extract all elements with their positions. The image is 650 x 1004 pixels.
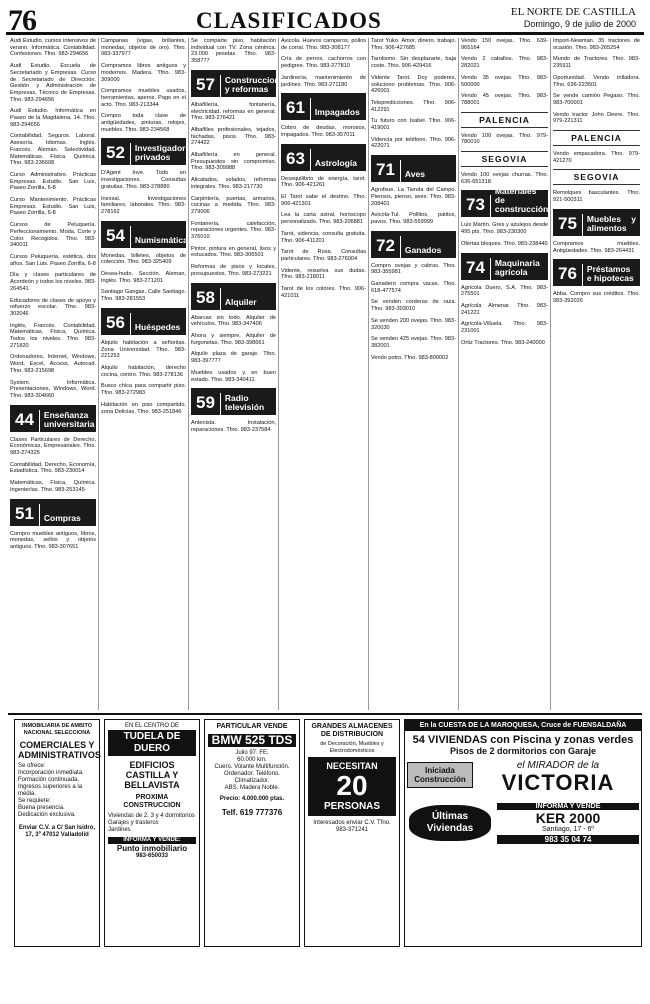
classified-ad: Cobro de deudas, morosos, impagados. Tfno. 983-357011 <box>281 125 366 138</box>
classified-ad: Tarotismo. Sin desplazarte, baja coste. Tfno. 906-429416 <box>371 56 456 70</box>
classified-ad: Vidente Tarot. Doy poderes, soluciono problemas. Tfno. 906-426001 <box>371 74 456 95</box>
classified-ad: Antenista. Instalación, reparaciones. Tfno. 983-237584 <box>191 420 276 433</box>
ad-line: Se ofrece: <box>18 763 46 769</box>
category-banner: 52 Investigadores privados <box>101 138 186 165</box>
classified-ad: Import-Newman. 35 tractores de ocasión. Tfno. 983-265254 <box>553 38 640 51</box>
classified-ad: Vidente, resuelva sus dudas. Tfno. 983-218011 <box>281 267 366 281</box>
classified-ad: Abba. Compro sus créditos. Tfno. 983-392026 <box>553 291 640 304</box>
classified-ad: Luis Martín. Gres y azulejos desde 495 pts. Tfno. 983-230300 <box>461 222 548 236</box>
category-banner: 56 Huéspedes <box>101 308 186 335</box>
classified-ad: Cursos Peluquería, estética, dos años. San Luis. Paseo Zorrilla, 6-8 <box>10 253 96 267</box>
classified-ad: Curso Mantenimiento. Prácticas Empresas. Estudio. San Luis, Paseo Zorrilla, 6-8 <box>10 197 96 217</box>
classified-ad: Inglés, Francés. Contabilidad. Matemáticas, Física, Química. Todos los niveles. Tfno. 983-271820 <box>10 322 96 349</box>
classified-ad: Avicola-Tul. Pollitos, patitos, pavos. Tfno. 983-559999 <box>371 212 456 225</box>
column-3 <box>188 38 290 710</box>
category-banner: 75 Muebles y alimentos <box>553 209 640 236</box>
classified-ad: Desea-hudo. Sección. Aleman, Inglés. Tfno. 983-271201 <box>101 271 186 284</box>
category-banner: 57 Construcciones y reformas <box>191 70 276 97</box>
classified-ad: Fontanería, calefacción, reparaciones urgentes. Tfno. 983-376010 <box>191 220 276 241</box>
classified-ad: Carpintería, puertas, armarios, cocinas a medida. Tfno. 983-279006 <box>191 195 276 215</box>
ad-line: Climatizador. <box>234 778 270 784</box>
classified-ad: Vendo 2 caballos. Tfno. 983-282021 <box>461 56 548 70</box>
category-banner: 44 Enseñanza universitaria <box>10 405 96 432</box>
ad-line: Ingresos superiores a la media. <box>18 784 83 797</box>
page-number: 76 <box>8 4 36 37</box>
ad-line: Incorporación inmediata. <box>18 770 84 776</box>
classified-ad: Compramos muebles usados, herramientas, aperos. Pago en el acto. Tfno. 983-213344 <box>101 88 186 108</box>
section-title: CLASIFICADOS <box>196 8 382 33</box>
housing-ad-tudela: EN EL CENTRO DE TUDELA DE DUERO EDIFICIOS CASTILLA Y BELLAVISTA PROXIMA CONSTRUCCION Viviendas de 2, 3 y 4 dormitorios Garajes y trasteros Jardines INFORMA Y VENDE: Punto inmobiliario 983-650033 <box>104 719 200 947</box>
classified-ad: Educadores de clases de apoyo y refuerzo escolar. Tfno. 983-302046 <box>10 297 96 317</box>
classified-ad: Se venden 425 ovejas. Tfno. 983-382001 <box>371 336 456 349</box>
classified-ad: Audi Estudio. Informática en Paseo de la Magdalena, 14. Tfno. 983-294656 <box>10 108 96 128</box>
ad-line: Garajes y trasteros <box>108 820 159 826</box>
column-4 <box>278 38 368 710</box>
classified-ad: D'Agent Inve. Todo en investigaciones. Consultas gratuitas. Tfno. 983-278880 <box>101 170 186 190</box>
classified-columns <box>8 38 642 710</box>
classified-ad: Compramos libros antiguos y modernos. Madera. Tfno. 983-309000 <box>101 63 186 83</box>
classified-ad: Alquilo habitación, derecho cocina, centro. Tfno. 983-278136 <box>101 364 186 378</box>
classified-ad: Se comparte piso, habitación individual con TV. Zona céntrica. 23.000 pesetas. Tfno. 983-358777 <box>191 38 276 65</box>
ad-line: ABS. Madera Noble. <box>224 785 280 791</box>
ad-line: Jardines <box>108 827 131 833</box>
classified-ad: Vendo 100 ovejas churras. Tfno. 636-651318 <box>461 172 548 185</box>
classified-ad: Vendo 45 ovejas. Tfno. 983-788001 <box>461 93 548 106</box>
classified-ad: Vendo tractor John Deere. Tfno. 979-221311 <box>553 111 640 125</box>
classified-ad: Remolques basculantes. Tfno. 921-500311 <box>553 190 640 204</box>
ad-line: Julio 97. FE. <box>235 750 269 756</box>
classified-ad: Vendo empacadora. Tfno. 979-421270 <box>553 151 640 164</box>
classified-ad: Vendo potro. Tfno. 983-800002 <box>371 354 449 361</box>
classified-ad: Ahora y siempre. Alquiler de furgonetas. Tfno. 983-398661 <box>191 332 276 346</box>
classified-ad: Día y clases particulares de Acordeón y todos los niveles. 983-264541 <box>10 272 96 292</box>
category-banner: 63 Astrología <box>281 144 366 171</box>
ad-line: Dedicación exclusiva. <box>18 812 76 818</box>
classified-ad: Telepredicciones. Tfno. 906-412291 <box>371 99 456 113</box>
classified-ad: Tarot Yuko. Amor, dinero, trabajo. Tfno. 906-427685 <box>371 38 456 51</box>
region-heading: SEGOVIA <box>461 151 548 167</box>
region-heading: PALENCIA <box>461 112 548 128</box>
region-heading: SEGOVIA <box>553 169 640 185</box>
ad-line: Buena presencia. <box>18 805 65 811</box>
classified-ad: Vendo 100 ovejas. Tfno. 979-780010 <box>461 132 548 146</box>
category-banner: 72 Ganados <box>371 231 456 258</box>
classified-ad: Ortiz Tractores. Tfno. 983-240000 <box>461 339 545 346</box>
car-sale-ad: PARTICULAR VENDE BMW 525 TDS Julio 97. FE. 60.000 km. Cuero. Volante Multifunción. Ordenador. Teléfono. Climatizador. ABS. Madera Noble. Precio: 4.000.000 ptas. Telf. 619 777376 <box>204 719 300 947</box>
classified-ad: Albañilería en general. Presupuestos sin compromiso. Tfno. 983-309988 <box>191 152 276 172</box>
victoria-housing-ad: En la CUESTA DE LA MAROQUESA, Cruce de FUENSALDAÑA 54 VIVIENDAS con Piscina y zonas verdes Pisos de 2 dormitorios con Garaje Iniciada Construcción el MIRADOR de la VICTORIA Últimas Viviendas INFORMA Y VENDE KER 2000 Santiago, 17 - 6º 983 35 04 74 <box>404 719 642 947</box>
classified-ad: Inexsal. Investigaciones familiares, laborales. Tfno. 983-278162 <box>101 195 186 215</box>
classified-ad: Matemáticas, Física, Química. Ingenierías. Tfno. 983-253145 <box>10 480 96 493</box>
classified-ad: Muebles usados y en buen estado. Tfno. 983-340411 <box>191 369 276 383</box>
classified-ad: Ofertas bloques. Tfno. 983-238440 <box>461 240 548 247</box>
column-1 <box>8 38 98 710</box>
classified-ad: Agrícola-Villuela. Tfno. 983-231001 <box>461 321 548 335</box>
category-banner: 54 Numismática <box>101 221 186 248</box>
classified-ad: Abarcas sin todo. Alquiler de vehículos. Tfno. 983-347406 <box>191 314 276 328</box>
jobs-ad-warehouse: GRANDES ALMACENES DE DISTRIBUCION de Decoración, Muebles y Electrodomésticos NECESITAN 20 PERSONAS Interesados enviar C.V. Tfno. 983-371241 <box>304 719 400 947</box>
ad-line: Ordenador. Teléfono. <box>224 771 280 777</box>
classified-ad: Compro ovejas y cabras. Tfno. 983-355981 <box>371 262 456 276</box>
classified-ad: Se venden corderas de raza. Tfno. 983-303010 <box>371 299 456 313</box>
classified-ad: Compramos muebles. Antigüedades. Tfno. 983-264431 <box>553 240 640 254</box>
classified-ad: Contabilidad, Derecho, Economía, Estadística. Tfno. 983-230014 <box>10 461 96 475</box>
classified-ad: Desequilibrio de energía, tarot. Tfno. 906-421261 <box>281 175 366 189</box>
classified-ad: Alquilo plaza de garaje. Tfno. 983-397777 <box>191 351 276 365</box>
ad-line: Cuero. Volante Multifunción. <box>214 764 290 770</box>
classified-ad: System. Informática. Presentaciones, Windows, Word. Tfno. 983-304660 <box>10 379 96 399</box>
classified-ad: Busco chica para compartir piso. Tfno. 983-272983 <box>101 383 186 397</box>
category-banner: 61 Impagados <box>281 93 366 120</box>
classified-ad: Compro muebles antiguos, libros, monedas, sellos y objetos antiguos. Tfno. 983-307651 <box>10 530 96 550</box>
classified-ad: Vendo 35 ovejas. Tfno. 983-500000 <box>461 74 548 88</box>
classified-ad: Vendo 150 ovejas. Tfno. 639-965164 <box>461 38 548 51</box>
classified-ad: Alicatados, solados, reformas integrales. Tfno. 983-217730 <box>191 177 276 190</box>
ad-line: Se requiere: <box>18 798 51 804</box>
classified-ad: Clases Particulares de Derecho, Económicas, Empresariales. Tfno. 983-274325 <box>10 436 96 457</box>
ad-line: Formación continuada. <box>18 777 80 783</box>
classified-ad: Ganadero compra vacas. Tfno. 618-477574 <box>371 281 456 294</box>
classified-ad: Tarot, videncia, consulta gratuita. Tfno. 906-411201 <box>281 230 366 244</box>
classified-ad: Se venden 200 ovejas. Tfno. 983-320030 <box>371 317 456 331</box>
classified-ad: Tarot de los colores. Tfno. 906-421011 <box>281 286 366 299</box>
classified-ad: Jardinería, mantenimiento de jardines. Tfno. 983-271180 <box>281 74 366 88</box>
classified-ad: Monedas, billetes, objetos de colección. Tfno. 983-325409 <box>101 252 186 266</box>
classified-ad: El Tarot sabe el destino. Tfno. 906-421301 <box>281 194 366 207</box>
classified-ad: Pintor, pintura en general, lisos y estucados. Tfno. 983-306501 <box>191 245 276 259</box>
category-banner: 71 Aves <box>371 155 456 182</box>
category-banner: 58 Alquiler <box>191 283 276 310</box>
classified-ad: Lea la carta astral, horóscopo personalizado. Tfno. 983-206881 <box>281 212 366 226</box>
classified-ad: Cría de perros, cachorros con pedigree. Tfno. 983-277810 <box>281 56 366 70</box>
classified-ad: Audi Estudio. Escuela de Secretariado y Empresas. Curso de Secretariado de Dirección. Gestión y Administración de Empresas, Técnico de Empresas. Tfno. 983-294656 <box>10 63 96 103</box>
classified-ad: Ordenadores, Internet, Windows, Word, Excel, Access, Autocad. Tfno. 983-215698 <box>10 354 96 374</box>
category-banner: 76 Préstamos e hipotecas <box>553 259 640 286</box>
region-heading: PALENCIA <box>553 130 640 146</box>
classified-ad: Se vende camión Pegaso. Tfno. 983-700001 <box>553 93 640 106</box>
category-banner: 74 Maquinaria agrícola <box>461 253 548 280</box>
classified-ad: Reformas de pisos y locales, presupuestos. Tfno. 983-273221 <box>191 264 276 277</box>
column-5 <box>368 38 458 710</box>
classified-ad: Agrofsue. La Tienda del Campo. Piensos, pienso, aves. Tfno. 983-208401 <box>371 187 456 207</box>
classified-ad: Curso Administrativo. Prácticas Empresas. Estudio. San Luis, Paseo Zorrilla, 6-8 <box>10 171 96 192</box>
classified-ad: Videncia por teléfono. Tfno. 906-422071 <box>371 136 456 150</box>
classified-ad: Compro toda clase de antigüedades, pinturas, relojes, muebles. Tfno. 983-234568 <box>101 113 186 133</box>
classified-ad: Santiago Gangas. Calle Santiago. Tfno. 983-281553 <box>101 289 186 303</box>
classified-ad: Mundo de Tractores. Tfno. 983-235911 <box>553 56 640 70</box>
issue-date: Domingo, 9 de julio de 2000 <box>523 19 636 29</box>
classified-ad: Albañiles profesionales, tejados, fachadas, pisos. Tfno. 983-274422 <box>191 126 276 147</box>
ad-line: 60.000 km. <box>237 757 267 763</box>
classified-ad: Avicola. Huevos camperos, pollos de corral. Tfno. 983-308177 <box>281 38 366 51</box>
classified-ad: Oportunidad. Vendo trilladora. Tfno. 636-223501 <box>553 74 640 88</box>
column-6 <box>458 38 550 710</box>
classified-ad: Contabilidad. Seguros. Laboral. Asesoría. Idiomas. Inglés. Francés. Alemán. Selectividad. Matemáticas. Física. Química. Tfno. 983-236608 <box>10 133 96 167</box>
classified-ad: Campanas (vigas, brillantes, monedas, objetos de oro). Tfno. 983-337977 <box>101 38 186 58</box>
category-banner: 51 Compras <box>10 499 96 526</box>
classified-ad: Agrícola Duero, S.A. Tfno. 983-275501 <box>461 284 548 298</box>
category-banner: 73 Materiales de construcción <box>461 190 548 217</box>
ad-line: Viviendas de 2, 3 y 4 dormitorios <box>108 813 195 819</box>
recruitment-ad: INMOBILIARIA DE AMBITO NACIONAL SELECCIONA COMERCIALES Y ADMINISTRATIVOS Se ofrece: Incorporación inmediata. Formación continuada. Ingresos superiores a la media. Se requiere: Buena presencia. Dedicación exclusiva. Enviar C.V. a C/ San Isidro, 17, 3º 47012 Valladolid <box>14 719 100 947</box>
classified-ad: Alquilo habitación a señoritas. Zona Universidad. Tfno. 983-221253 <box>101 339 186 360</box>
header-rule <box>6 32 644 35</box>
classified-ad: Habitación en piso compartido, zona Delicias. Tfno. 983-251846 <box>101 401 186 415</box>
category-banner: 59 Radio televisión <box>191 388 276 415</box>
classified-ad: Audi Estudio, cursos intensivos de verano. Informática. Contabilidad. Confesiones. Tfno. 983-294656 <box>10 38 96 58</box>
classified-ad: Tarot de Rosa. Consultas particulares. Tfno. 983-276004 <box>281 249 366 262</box>
column-2 <box>98 38 195 710</box>
classified-ad: Tu futuro con Isabel. Tfno. 906-419001 <box>371 118 456 132</box>
classified-ad: Agrícola Almenar. Tfno. 983-241221 <box>461 302 548 316</box>
column-7 <box>550 38 642 710</box>
classified-ad: Cursos de Peluquería. Perfeccionamiento. Moda. Corte y Color. Recogidos. Tfno. 983-340011 <box>10 222 96 249</box>
classified-ad: Albañilería, fontanería, electricidad, reformas en general. Tfno. 983-276421 <box>191 101 276 122</box>
newspaper-name: EL NORTE DE CASTILLA <box>510 6 636 18</box>
